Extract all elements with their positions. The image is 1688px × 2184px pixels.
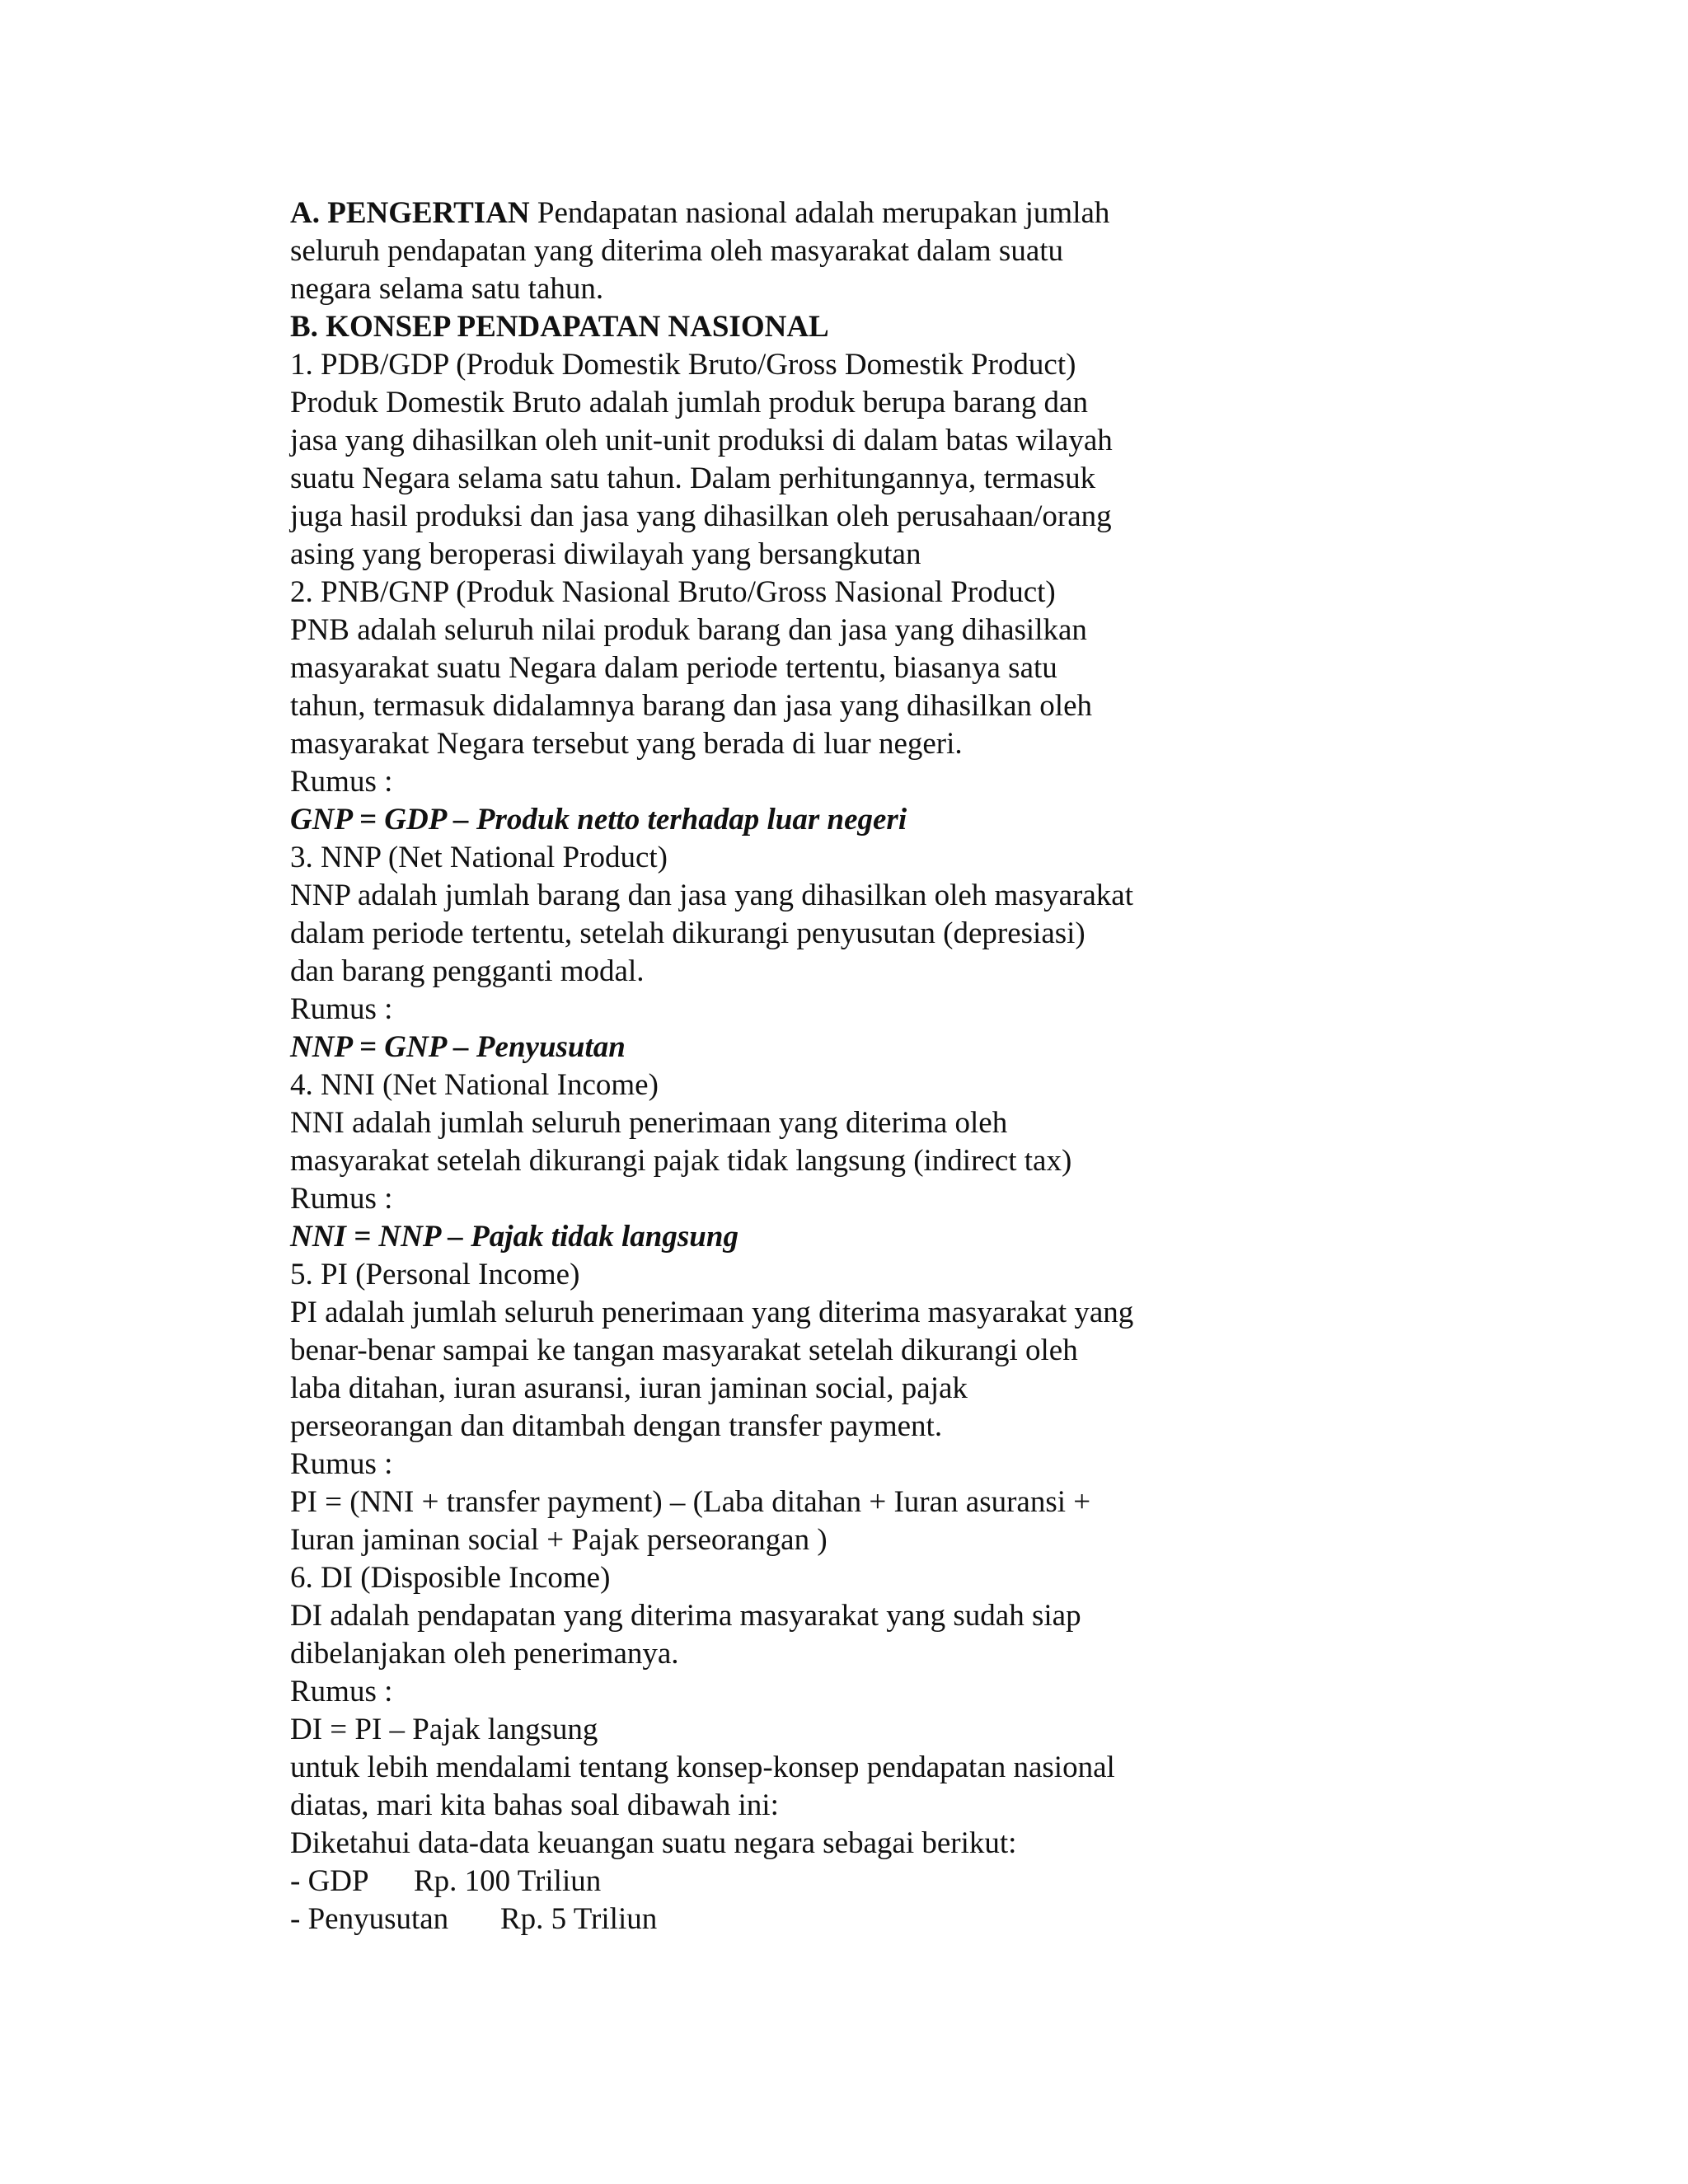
nnp-line: NNP adalah jumlah barang dan jasa yang dihasilkan oleh masyarakat bbox=[290, 879, 1133, 912]
nnp-line: dalam periode tertentu, setelah dikurangi penyusutan (depresiasi) bbox=[290, 916, 1085, 950]
document-page bbox=[290, 194, 1510, 1938]
pi-line: PI adalah jumlah seluruh penerimaan yang diterima masyarakat yang bbox=[290, 1296, 1134, 1329]
nni-rumus-label: Rumus : bbox=[290, 1182, 393, 1216]
nnp-title: 3. NNP (Net National Product) bbox=[290, 841, 668, 874]
di-line: DI adalah pendapatan yang diterima masyarakat yang sudah siap bbox=[290, 1599, 1081, 1633]
pdb-line: suatu Negara selama satu tahun. Dalam perhitungannya, termasuk bbox=[290, 462, 1096, 495]
pi-line: perseorangan dan ditambah dengan transfer payment. bbox=[290, 1409, 943, 1443]
nni-line: NNI adalah jumlah seluruh penerimaan yang diterima oleh bbox=[290, 1106, 1008, 1140]
pnb-title: 2. PNB/GNP (Produk Nasional Bruto/Gross Nasional Product) bbox=[290, 575, 1056, 609]
nni-formula: NNI = NNP – Pajak tidak langsung bbox=[290, 1220, 738, 1254]
data-item-value: Rp. 100 Triliun bbox=[414, 1864, 602, 1898]
di-line: dibelanjakan oleh penerimanya. bbox=[290, 1637, 679, 1671]
pi-formula-line-2: Iuran jaminan social + Pajak perseorangan ) bbox=[290, 1523, 828, 1557]
nni-line: masyarakat setelah dikurangi pajak tidak langsung (indirect tax) bbox=[290, 1144, 1072, 1178]
nnp-rumus-label: Rumus : bbox=[290, 992, 393, 1026]
di-formula: DI = PI – Pajak langsung bbox=[290, 1713, 598, 1746]
pi-formula-line-1: PI = (NNI + transfer payment) – (Laba ditahan + Iuran asuransi + bbox=[290, 1485, 1091, 1519]
pnb-line: tahun, termasuk didalamnya barang dan jasa yang dihasilkan oleh bbox=[290, 689, 1093, 723]
section-a-line-1 bbox=[290, 194, 1510, 232]
pnb-formula: GNP = GDP – Produk netto terhadap luar negeri bbox=[290, 803, 907, 837]
pnb-rumus-label: Rumus : bbox=[290, 765, 393, 799]
data-item-penyusutan bbox=[290, 1900, 1510, 1938]
pnb-line: PNB adalah seluruh nilai produk barang dan jasa yang dihasilkan bbox=[290, 613, 1087, 647]
pdb-title: 1. PDB/GDP (Produk Domestik Bruto/Gross Domestik Product) bbox=[290, 348, 1076, 382]
section-b-heading: B. KONSEP PENDAPATAN NASIONAL bbox=[290, 310, 829, 344]
section-a-line-2: seluruh pendapatan yang diterima oleh masyarakat dalam suatu bbox=[290, 234, 1064, 268]
data-item-label: - Penyusutan bbox=[290, 1902, 449, 1936]
di-rumus-label: Rumus : bbox=[290, 1675, 393, 1708]
pdb-line: Produk Domestik Bruto adalah jumlah produk berupa barang dan bbox=[290, 386, 1088, 419]
nnp-line: dan barang pengganti modal. bbox=[290, 954, 645, 988]
section-a-heading: A. PENGERTIAN bbox=[290, 196, 530, 230]
pi-line: benar-benar sampai ke tangan masyarakat setelah dikurangi oleh bbox=[290, 1333, 1078, 1367]
pdb-line: asing yang beroperasi diwilayah yang bersangkutan bbox=[290, 537, 921, 571]
closing-line: untuk lebih mendalami tentang konsep-konsep pendapatan nasional bbox=[290, 1750, 1115, 1784]
pdb-line: juga hasil produksi dan jasa yang dihasilkan oleh perusahaan/orang bbox=[290, 499, 1112, 533]
section-a-text: Pendapatan nasional adalah merupakan jumlah bbox=[529, 196, 1110, 230]
section-a-line-3: negara selama satu tahun. bbox=[290, 272, 604, 306]
pi-line: laba ditahan, iuran asuransi, iuran jaminan social, pajak bbox=[290, 1371, 968, 1405]
nnp-formula: NNP = GNP – Penyusutan bbox=[290, 1030, 626, 1064]
pdb-line: jasa yang dihasilkan oleh unit-unit produksi di dalam batas wilayah bbox=[290, 424, 1113, 457]
data-item-value: Rp. 5 Triliun bbox=[500, 1902, 658, 1936]
closing-line: diatas, mari kita bahas soal dibawah ini: bbox=[290, 1788, 779, 1822]
nni-title: 4. NNI (Net National Income) bbox=[290, 1068, 659, 1102]
di-title: 6. DI (Disposible Income) bbox=[290, 1561, 611, 1595]
pi-title: 5. PI (Personal Income) bbox=[290, 1258, 580, 1291]
closing-line: Diketahui data-data keuangan suatu negara sebagai berikut: bbox=[290, 1826, 1017, 1860]
pi-rumus-label: Rumus : bbox=[290, 1447, 393, 1481]
pnb-line: masyarakat suatu Negara dalam periode tertentu, biasanya satu bbox=[290, 651, 1057, 685]
data-item-label: - GDP bbox=[290, 1864, 369, 1898]
pnb-line: masyarakat Negara tersebut yang berada di luar negeri. bbox=[290, 727, 963, 761]
data-item-gdp bbox=[290, 1863, 1510, 1900]
